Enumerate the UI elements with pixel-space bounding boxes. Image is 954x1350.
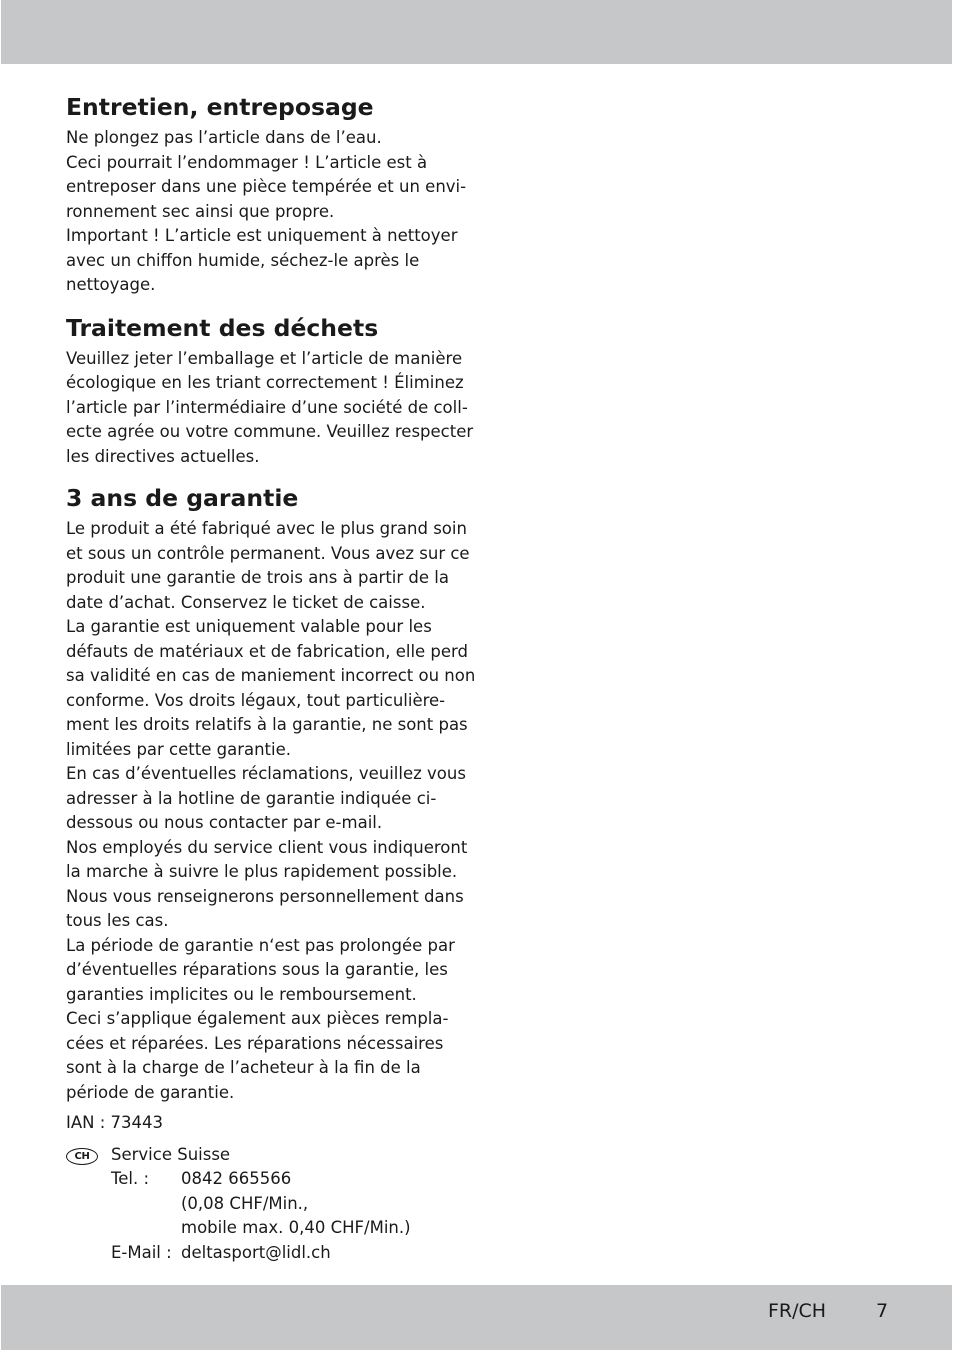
text-line: Ne plongez pas l’article dans de l’eau. [66,128,382,147]
ian-number: IAN : 73443 [66,1113,164,1132]
text-line: tous les cas. [66,911,169,930]
text-line: produit une garantie de trois ans à partir de la [66,568,449,587]
text-line: garanties implicites ou le remboursement. [66,984,417,1004]
heading-dechets: Traitement des déchets [66,313,379,342]
heading-garantie: 3 ans de garantie [66,484,299,512]
section-dechets [66,312,474,470]
content-column [66,91,476,1268]
email-address: deltasport@lidl.ch [181,1242,331,1262]
text-line: les directives actuelles. [66,446,260,466]
tel-mobile-rate: mobile max. 0,40 CHF/Min.) [181,1218,411,1237]
text-line: adresser à la hotline de garantie indiquée ci- [66,788,437,808]
text-line: Le produit a été fabriqué avec le plus grand soin [66,519,467,538]
text-line: d’éventuelles réparations sous la garantie, les [66,960,448,979]
text-line: période de garantie. [66,1082,235,1102]
text-line: La période de garantie n‘est pas prolongée par [66,935,455,955]
footer-language: FR/CH [768,1300,827,1322]
text-line: date d’achat. Conservez le ticket de caisse. [66,592,426,612]
text-line: Important ! L’article est uniquement à nettoyer [66,226,458,245]
text-line: et sous un contrôle permanent. Vous avez sur ce [66,543,470,563]
tel-rate: (0,08 CHF/Min., [181,1193,309,1213]
text-line: la marche à suivre le plus rapidement possible. [66,862,458,881]
text-line: sa validité en cas de maniement incorrect ou non [66,666,476,685]
text-line: limitées par cette garantie. [66,739,291,759]
header-band [1,0,952,64]
section-entretien [66,91,466,298]
text-line: La garantie est uniquement valable pour les [66,617,432,636]
text-line: Ceci s’applique également aux pièces rempla- [66,1009,449,1028]
section-garantie [66,482,476,1105]
text-line: ronnement sec ainsi que propre. [66,201,335,221]
text-line: avec un chiffon humide, séchez-le après le [66,250,420,270]
text-line: Veuillez jeter l’emballage et l’article de manière [66,348,463,368]
text-line: ecte agrée ou votre commune. Veuillez respecter [66,422,474,441]
page-number: 7 [876,1300,889,1322]
tel-label: Tel. : [111,1169,150,1188]
text-line: conforme. Vos droits légaux, tout particulière- [66,690,446,710]
text-line: l’article par l’intermédiaire d’une société de coll- [66,397,468,417]
text-line: écologique en les triant correctement ! Éliminez [66,373,464,392]
service-title: Service Suisse [111,1144,231,1164]
text-line: sont à la charge de l’acheteur à la fin de la [66,1058,421,1077]
text-line: dessous ou nous contacter par e-mail. [66,813,383,832]
email-label: E-Mail : [111,1242,172,1262]
text-line: Nous vous renseignerons personnellement dans [66,886,464,906]
service-contact [66,1143,466,1268]
text-line: En cas d’éventuelles réclamations, veuillez vous [66,764,466,783]
text-line: nettoyage. [66,275,156,294]
text-line: défauts de matériaux et de fabrication, elle perd [66,641,469,661]
text-line: ment les droits relatifs à la garantie, ne sont pas [66,715,468,734]
ch-country-icon: CH [66,1148,98,1165]
tel-number: 0842 665566 [181,1169,292,1188]
text-line: Nos employés du service client vous indiqueront [66,837,468,857]
heading-entretien: Entretien, entreposage [66,93,374,121]
text-line: cées et réparées. Les réparations nécessaires [66,1033,444,1053]
text-line: Ceci pourrait l’endommager ! L’article est à [66,152,428,172]
text-line: entreposer dans une pièce tempérée et un envi- [66,177,467,196]
